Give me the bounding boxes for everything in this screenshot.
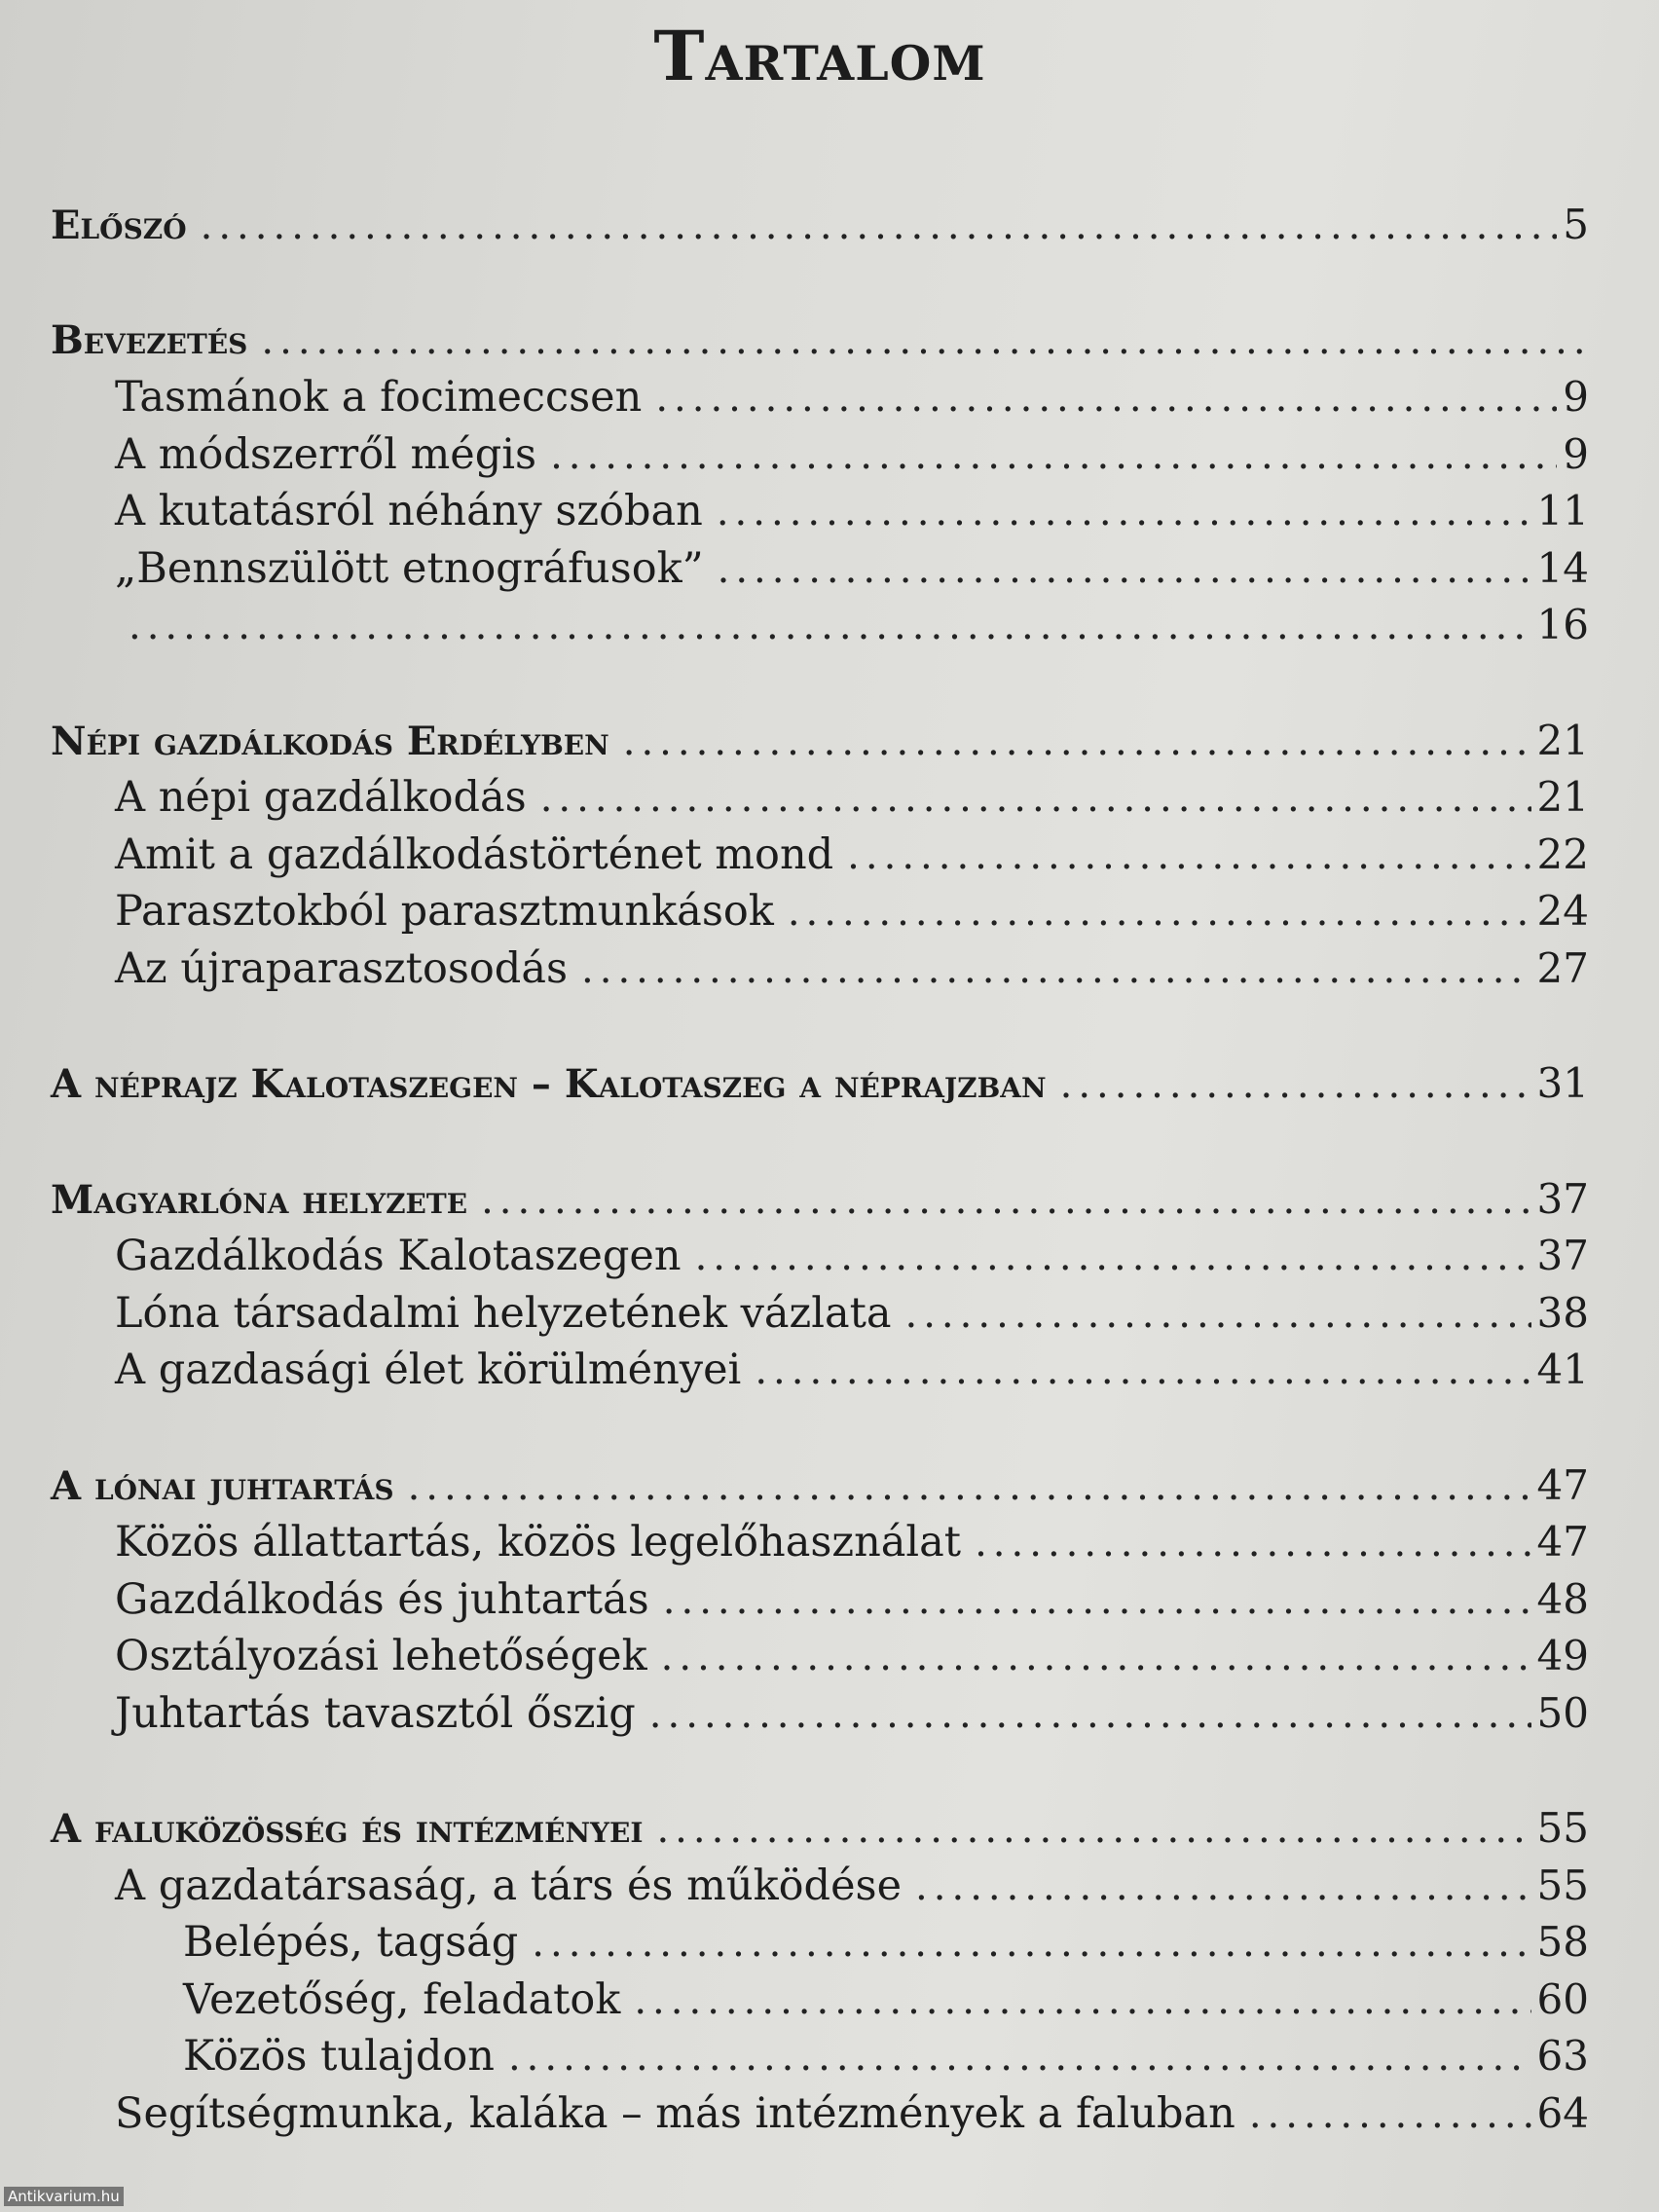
toc-page-number: 58 (1536, 1918, 1589, 1966)
toc-entry (51, 1571, 1589, 1629)
toc-section (51, 313, 1589, 654)
toc-entry-label: Népi gazdálkodás Erdélyben (51, 718, 609, 764)
toc-entry-label: Gazdálkodás Kalotaszegen (115, 1232, 682, 1280)
toc-entry (51, 540, 1589, 598)
toc-page-number: 5 (1563, 201, 1589, 248)
toc-entry-label: A gazdatársaság, a társ és működése (115, 1861, 903, 1910)
toc-entry-label: Közös tulajdon (183, 2032, 495, 2081)
toc-page-number: 37 (1536, 1232, 1589, 1279)
toc-entry-label: Előszó (51, 203, 187, 248)
toc-entry-label: „Bennszülött etnográfusok” (115, 543, 704, 593)
toc-entry-label: A faluközösség és intézményei (51, 1806, 644, 1852)
toc-page-number: 21 (1536, 773, 1589, 821)
table-of-contents (51, 197, 1589, 2142)
toc-entry-label: A gazdasági élet körülményei (115, 1346, 742, 1394)
dot-leader (408, 1458, 1531, 1516)
toc-entry (51, 1285, 1589, 1343)
toc-entry (51, 1914, 1589, 1972)
toc-entry-label: Juhtartás tavasztól őszig (115, 1688, 636, 1738)
toc-section (51, 1457, 1589, 1743)
dot-leader (649, 1686, 1531, 1744)
toc-page-number: 48 (1536, 1574, 1589, 1623)
toc-page-number: 64 (1536, 2088, 1589, 2137)
dot-leader (623, 714, 1531, 771)
toc-entry-label: A néprajz Kalotaszegen – Kalotaszeg a néprajzban (51, 1061, 1047, 1107)
toc-page-number: 55 (1536, 1804, 1589, 1852)
dot-leader (656, 1801, 1530, 1859)
toc-entry-label: Belépés, tagság (183, 1918, 519, 1967)
dot-leader (581, 941, 1531, 999)
toc-entry-label: Segítségmunka, kaláka – más intézmények a faluban (115, 2088, 1235, 2138)
dot-leader (634, 1972, 1530, 2030)
toc-entry-label: A népi gazdálkodás (115, 773, 527, 822)
toc-page-number: 37 (1536, 1174, 1589, 1223)
dot-leader (261, 313, 1583, 370)
dot-leader (201, 198, 1558, 255)
toc-chapter-heading (51, 713, 1589, 770)
toc-entry-label: Parasztokból parasztmunkások (115, 887, 774, 936)
toc-section (51, 713, 1589, 998)
toc-entry (51, 1514, 1589, 1571)
dot-leader (532, 1915, 1530, 1972)
toc-entry (51, 1972, 1589, 2029)
toc-section (51, 1800, 1589, 2142)
toc-page-number: 47 (1536, 1460, 1589, 1509)
toc-page-number: 14 (1536, 543, 1589, 592)
toc-page-number: 41 (1536, 1346, 1589, 1393)
toc-entry-label: Gazdálkodás és juhtartás (115, 1574, 649, 1624)
toc-entry-label: Tasmánok a focimeccsen (115, 373, 643, 422)
toc-entry (51, 426, 1589, 484)
page-title: Tartalom (653, 16, 986, 96)
toc-entry (51, 2085, 1589, 2143)
toc-entry-label: Magyarlóna helyzete (51, 1176, 468, 1223)
dot-leader (508, 2029, 1531, 2086)
dot-leader (540, 770, 1531, 828)
dot-leader (1060, 1056, 1531, 1114)
toc-page-number: 22 (1536, 830, 1589, 878)
toc-chapter-heading (51, 1457, 1589, 1515)
toc-section (51, 197, 1589, 254)
dot-leader (915, 1859, 1531, 1916)
toc-entry (51, 940, 1589, 998)
dot-leader (755, 1343, 1530, 1400)
toc-page-number: 55 (1536, 1861, 1589, 1909)
toc-page-number: 47 (1536, 1518, 1589, 1566)
dot-leader (905, 1286, 1531, 1344)
toc-entry-label: Osztályozási lehetőségek (115, 1632, 647, 1680)
toc-entry (51, 1685, 1589, 1743)
toc-entry (51, 597, 1589, 654)
toc-page-number: 9 (1563, 373, 1589, 421)
toc-page-number: 38 (1536, 1288, 1589, 1337)
toc-page-number: 50 (1536, 1688, 1589, 1737)
toc-page-number: 11 (1536, 487, 1589, 535)
toc-page-number: 49 (1536, 1632, 1589, 1679)
dot-leader (975, 1515, 1530, 1572)
toc-page-number: 63 (1536, 2032, 1589, 2080)
toc-entry (51, 2028, 1589, 2085)
dot-leader (847, 828, 1530, 885)
toc-entry (51, 1628, 1589, 1685)
toc-page-number: 21 (1536, 716, 1589, 764)
toc-chapter-heading (51, 1800, 1589, 1858)
toc-chapter-heading (51, 197, 1589, 254)
toc-entry-label: Amit a gazdálkodástörténet mond (115, 830, 834, 879)
toc-page-number: 9 (1563, 429, 1589, 478)
dot-leader (550, 427, 1557, 485)
toc-section (51, 1171, 1589, 1399)
toc-entry (51, 883, 1589, 940)
toc-entry (51, 827, 1589, 884)
dot-leader (695, 1229, 1531, 1286)
toc-page-number: 16 (1536, 601, 1589, 648)
dot-leader (718, 541, 1531, 599)
dot-leader (661, 1629, 1531, 1686)
toc-page-number: 31 (1536, 1059, 1589, 1107)
toc-chapter-heading (51, 1055, 1589, 1113)
dot-leader (481, 1172, 1530, 1230)
dot-leader (1249, 2086, 1531, 2144)
toc-entry-label: A kutatásról néhány szóban (115, 487, 703, 535)
toc-section (51, 1055, 1589, 1113)
toc-entry-label: Közös állattartás, közös legelőhasználat (115, 1518, 962, 1567)
toc-chapter-heading (51, 313, 1589, 370)
toc-entry-label: Vezetőség, feladatok (183, 1974, 621, 2024)
toc-entry-label: A lónai juhtartás (51, 1462, 394, 1509)
dot-leader (129, 598, 1531, 655)
toc-entry (51, 369, 1589, 426)
toc-entry-label: Bevezetés (51, 316, 248, 363)
toc-entry-label: Lóna társadalmi helyzetének vázlata (115, 1288, 892, 1338)
dot-leader (717, 484, 1531, 541)
toc-entry (51, 1342, 1589, 1399)
dot-leader (663, 1572, 1531, 1630)
toc-entry (51, 1228, 1589, 1285)
toc-entry (51, 483, 1589, 540)
toc-chapter-heading (51, 1171, 1589, 1229)
toc-page-number: 27 (1536, 943, 1589, 992)
watermark: Antikvarium.hu (4, 2187, 124, 2206)
toc-entry-label: Az újraparasztosodás (115, 943, 569, 993)
toc-entry (51, 769, 1589, 827)
dot-leader (788, 884, 1531, 941)
toc-entry-label: A módszerről mégis (115, 429, 537, 479)
toc-entry (51, 1858, 1589, 1915)
toc-page-number: 60 (1536, 1974, 1589, 2023)
dot-leader (655, 370, 1557, 427)
toc-page-number: 24 (1536, 887, 1589, 935)
